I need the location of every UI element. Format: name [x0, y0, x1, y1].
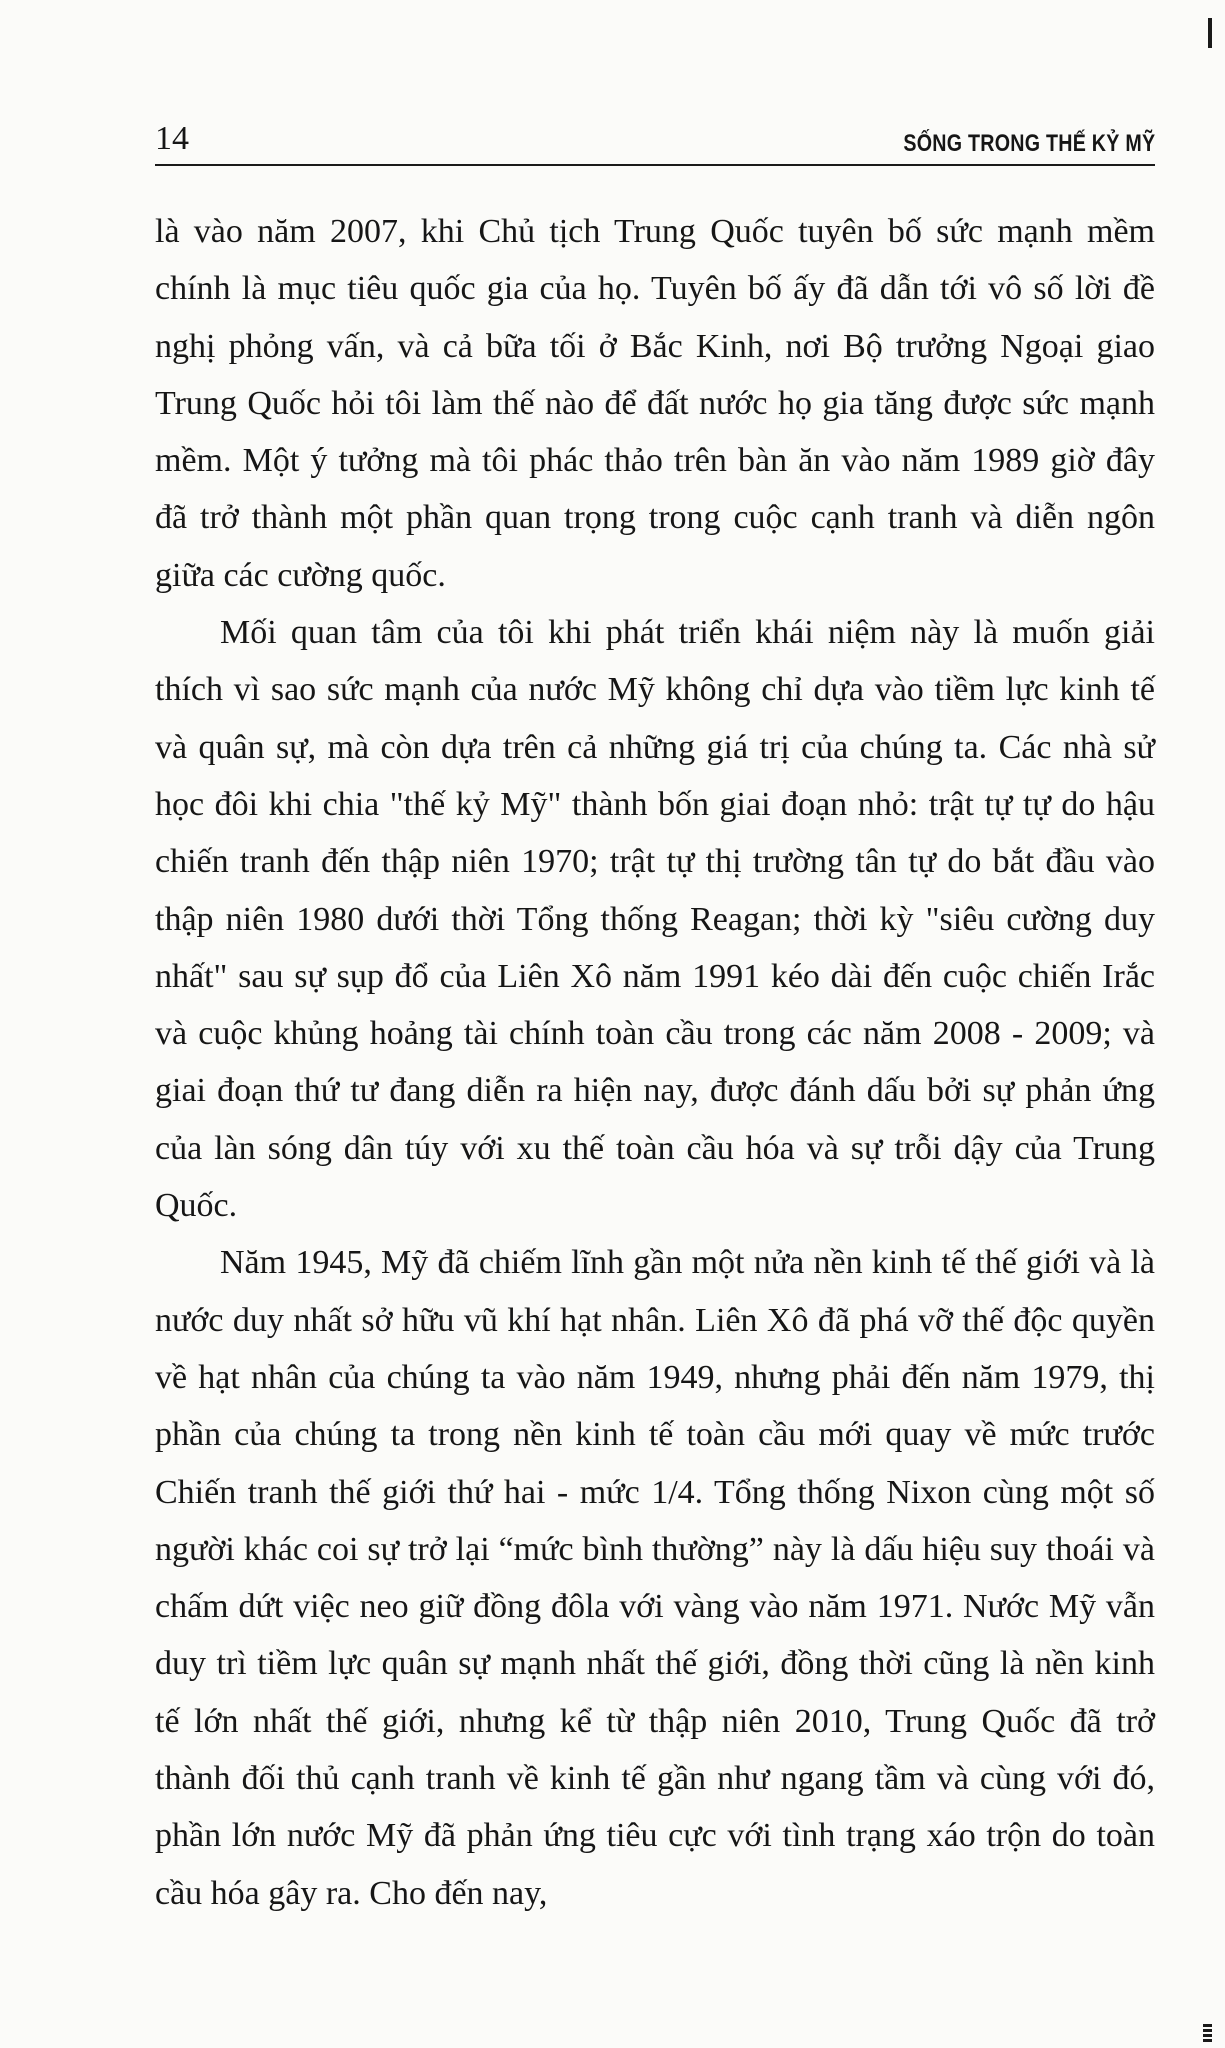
- body-text: [155, 203, 1155, 1922]
- page-edge-mark-top: [1208, 18, 1212, 48]
- paragraph: Năm 1945, Mỹ đã chiếm lĩnh gần một nửa nền kinh tế thế giới và là nước duy nhất sở hữu vũ khí hạt nhân. Liên Xô đã phá vỡ thế độc quyền về hạt nhân của chúng ta vào năm 1949, nhưng phải đến năm 1979, thị phần của chúng ta trong nền kinh tế toàn cầu mới quay về mức trước Chiến tranh thế giới thứ hai - mức 1/4. Tổng thống Nixon cùng một số người khác coi sự trở lại “mức bình thường” này là dấu hiệu suy thoái và chấm dứt việc neo giữ đồng đôla với vàng vào năm 1971. Nước Mỹ vẫn duy trì tiềm lực quân sự mạnh nhất thế giới, đồng thời cũng là nền kinh tế lớn nhất thế giới, nhưng kể từ thập niên 2010, Trung Quốc đã trở thành đối thủ cạnh tranh về kinh tế gần như ngang tầm và cùng với đó, phần lớn nước Mỹ đã phản ứng tiêu cực với tình trạng xáo trộn do toàn cầu hóa gây ra. Cho đến nay,: [155, 1244, 1155, 1912]
- running-header: [155, 112, 1155, 166]
- page-number: 14: [155, 120, 189, 157]
- paragraph-continued: là vào năm 2007, khi Chủ tịch Trung Quốc tuyên bố sức mạnh mềm chính là mục tiêu quốc gia của họ. Tuyên bố ấy đã dẫn tới vô số lời đề nghị phỏng vấn, và cả bữa tối ở Bắc Kinh, nơi Bộ trưởng Ngoại giao Trung Quốc hỏi tôi làm thế nào để đất nước họ gia tăng được sức mạnh mềm. Một ý tưởng mà tôi phác thảo trên bàn ăn vào năm 1989 giờ đây đã trở thành một phần quan trọng trong cuộc cạnh tranh và diễn ngôn giữa các cường quốc.: [155, 213, 1155, 594]
- page-edge-mark-bottom: [1203, 2024, 1212, 2042]
- running-title: SỐNG TRONG THẾ KỶ MỸ: [902, 130, 1155, 157]
- paragraph: Mối quan tâm của tôi khi phát triển khái niệm này là muốn giải thích vì sao sức mạnh của nước Mỹ không chỉ dựa vào tiềm lực kinh tế và quân sự, mà còn dựa trên cả những giá trị của chúng ta. Các nhà sử học đôi khi chia "thế kỷ Mỹ" thành bốn giai đoạn nhỏ: trật tự tự do hậu chiến tranh đến thập niên 1970; trật tự thị trường tân tự do bắt đầu vào thập niên 1980 dưới thời Tổng thống Reagan; thời kỳ "siêu cường duy nhất" sau sự sụp đổ của Liên Xô năm 1991 kéo dài đến cuộc chiến Irắc và cuộc khủng hoảng tài chính toàn cầu trong các năm 2008 - 2009; và giai đoạn thứ tư đang diễn ra hiện nay, được đánh dấu bởi sự phản ứng của làn sóng dân túy với xu thế toàn cầu hóa và sự trỗi dậy của Trung Quốc.: [155, 614, 1155, 1225]
